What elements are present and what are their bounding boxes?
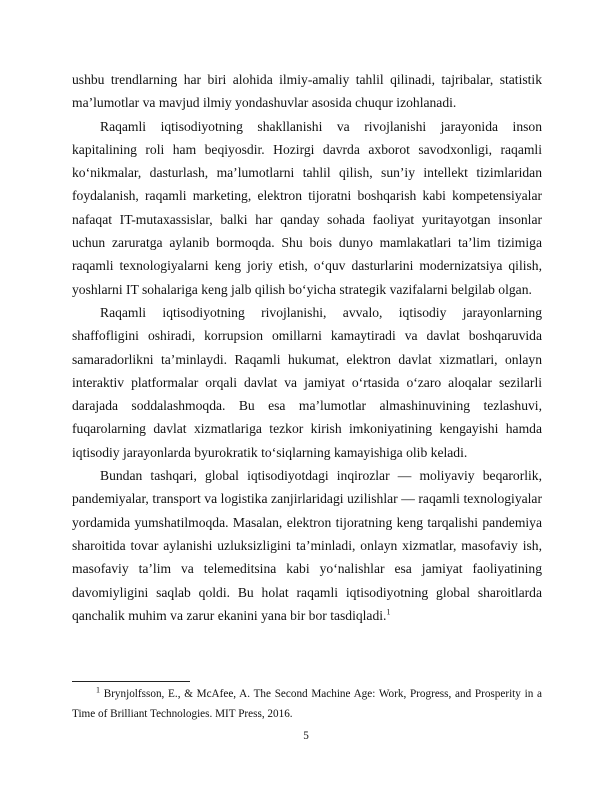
paragraph-human-capital: Raqamli iqtisodiyotning shakllanishi va rivojlanishi jarayonida inson kapitalining roli ham beqiyosdir. Hozirgi davrda axborot savodxonligi, raqamli ko‘nikmalar, dasturlash, ma’lumotlarni tahlil qilish, sun’iy intellekt tizimlaridan foydalanish, raqamli marketing, elektron tijoratni boshqarish kabi kompetensiyalar nafaqat IT-mutaxassislar, balki har qanday sohada faoliyat yuritayotgan insonlar uchun zaruratga aylanib bormoqda. Shu bois dunyo mamlakatlari ta’lim tizimiga raqamli texnologiyalarni keng joriy etish, o‘quv dasturlarini modernizatsiya qilish, yoshlarni IT sohalariga keng jalb qilish bo‘yicha strategik vazifalarni belgilab olgan.: [72, 118, 542, 297]
paragraph-continuation: ushbu trendlarning har biri alohida ilmiy-amaliy tahlil qilinadi, tajribalar, statistik ma’lumotlar va mavjud ilmiy yondashuvlar asosida chuqur izohlanadi.: [72, 72, 542, 111]
paragraph-global-crises-text: Bundan tashqari, global iqtisodiyotdagi inqirozlar — moliyaviy beqarorlik, pandemiyalar, transport va logistika zanjirlaridagi uzilishlar — raqamli texnologiyalar yordamida yumshatilmoqda. Masalan, elektron tijoratning keng tarqalishi pandemiya sharoitida tovar aylanishi uzluksizligini ta’minladi, onlayn xizmatlar, masofaviy ish, masofaviy ta’lim va telemeditsina kabi yo‘nalishlar esa jamiyat faoliyatining davomiyligini saqlab qoldi. Bu holat raqamli iqtisodiyotning global sharoitlarda qanchalik muhim va zarur ekanini yana bir bor tasdiqladi.: [72, 468, 542, 623]
footnote: [72, 685, 542, 724]
paragraph-global-crises: [72, 464, 542, 627]
footnote-divider: [72, 681, 190, 682]
body-text: [72, 68, 542, 627]
footnote-marker: 1: [96, 685, 100, 695]
paragraph-transparency: Raqamli iqtisodiyotning rivojlanishi, avvalo, iqtisodiy jarayonlarning shaffofligini oshiradi, korrupsion omillarni kamaytiradi va davlat boshqaruvida samaradorlikni ta’minlaydi. Raqamli hukumat, elektron davlat xizmatlari, onlayn interaktiv platformalar orqali davlat va jamiyat o‘rtasida o‘zaro aloqalar sezilarli darajada soddalashmoqda. Bu esa ma’lumotlar almashinuvining tezlashuvi, fuqarolarning davlat xizmatlariga tezkor kirish imkoniyatining kengayishi hamda iqtisodiy jarayonlarda byurokratik to‘siqlarning kamayishiga olib keladi.: [72, 304, 542, 460]
page-number: 5: [303, 730, 309, 742]
footnote-reference: 1: [386, 607, 391, 617]
footnote-text: Brynjolfsson, E., & McAfee, A. The Second Machine Age: Work, Progress, and Prosperity in a Time of Brilliant Technologies. MIT Press, 2016.: [72, 688, 542, 720]
